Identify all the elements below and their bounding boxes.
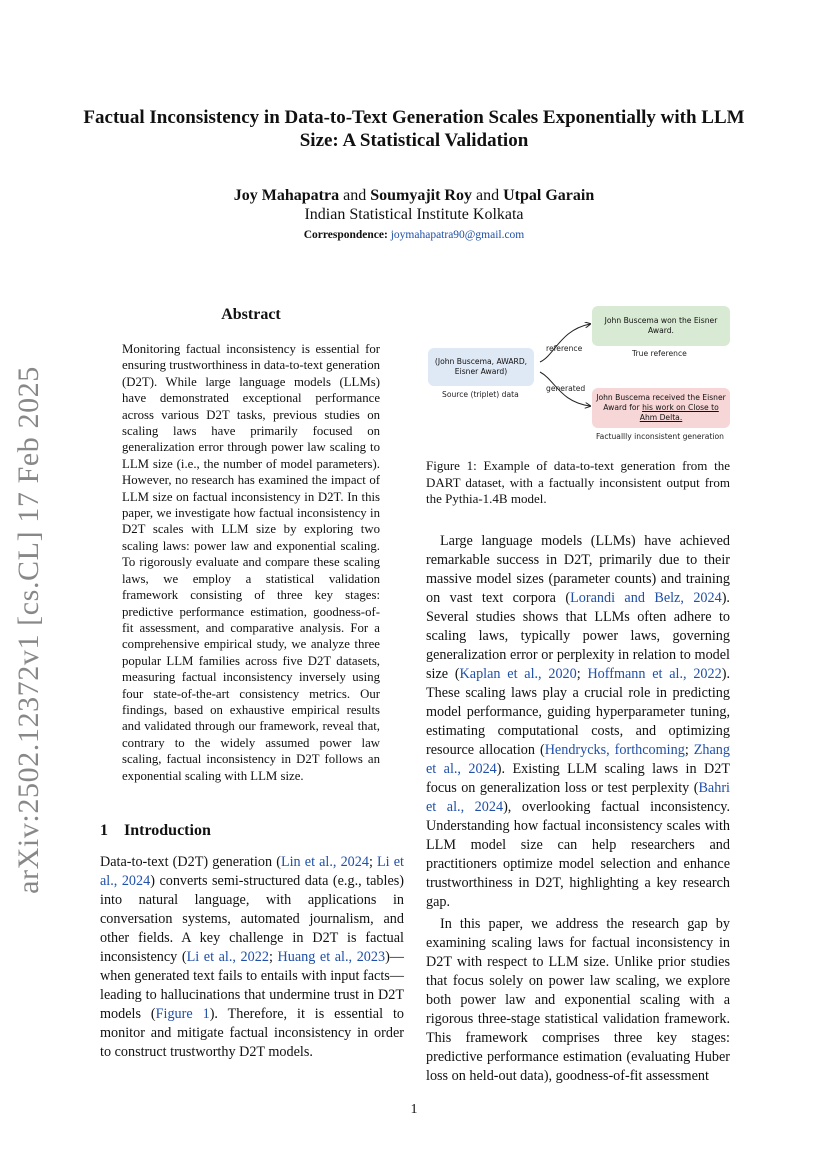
abstract-heading: Abstract [221, 306, 281, 323]
page-number: 1 [410, 1102, 418, 1117]
author-separator: and [343, 187, 367, 204]
author-name: Joy Mahapatra [233, 187, 340, 204]
citation-link[interactable]: Huang et al., 2023 [277, 949, 386, 965]
section-number: 1 [100, 822, 108, 839]
inconsistent-span: his work on Close to Ahm Delta. [639, 403, 719, 422]
author-list [80, 186, 748, 205]
source-triplet-box: (John Buscema, AWARD, Eisner Award) [428, 348, 534, 386]
paragraph: In this paper, we address the research gap by examining scaling laws for factual inconsistency in D2T with respect to LLM size. Unlike prior studies that focus solely on power law scaling, we explore both power law and exponential scaling with a rigorous three-stage statistical validation framework. This framework comprises three key stages: predictive performance estimation (evaluating Huber loss on held-out data), goodness-of-fit assessment [426, 916, 730, 1084]
generated-arrow-label: generated [546, 384, 586, 393]
section-heading [100, 822, 211, 840]
citation-link[interactable]: Hoffmann et al., 2022 [587, 666, 722, 682]
affiliation: Indian Statistical Institute Kolkata [304, 206, 524, 223]
arxiv-stamp: arXiv:2502.12372v1 [cs.CL] 17 Feb 2025 [12, 366, 45, 894]
figure-1 [420, 300, 740, 450]
citation-link[interactable]: Hendrycks, forthcoming [544, 742, 685, 758]
citation-link[interactable]: Lin et al., 2024 [280, 854, 369, 870]
right-column-text [426, 532, 730, 1086]
citation-link[interactable]: Bahri et al., 2024 [426, 780, 730, 815]
author-name: Soumyajit Roy [370, 187, 472, 204]
figure-reference-link[interactable]: Figure 1 [155, 1006, 210, 1022]
true-reference-box: John Buscema won the Eisner Award. [592, 306, 730, 346]
citation-link[interactable]: Lorandi and Belz, 2024 [570, 590, 722, 606]
citation-link[interactable]: Zhang et al., 2024 [426, 742, 730, 777]
author-separator: and [475, 187, 500, 204]
introduction-paragraph: Data-to-text (D2T) generation (Lin et al., 2024; Li et al., 2024) converts semi-structured data (e.g., tables) into natural language, with applications in conversation systems, automated journalism, and other fields. A key challenge in D2T is factual inconsistency (Li et al., 2022; Huang et al., 2023)—when generated text fails to entails with input facts—leading to hallucinations that undermine trust in D2T models (Figure 1). Therefore, it is essential to monitor and mitigate factual inconsistency in order to construct trustworthy D2T models. [100, 854, 404, 1060]
reference-arrow-label: reference [546, 344, 583, 353]
citation-link[interactable]: Li et al., 2024 [100, 854, 404, 889]
paragraph: Large language models (LLMs) have achieved remarkable success in D2T, primarily due to their massive model sizes (parameter counts) and training on vast text corpora (Lorandi and Belz, 2024). Several studies shows that LLMs often adhere to scaling laws, typically power laws, governing generalization error or perplexity in relation to model size (Kaplan et al., 2020; Hoffmann et al., 2022). These scaling laws play a crucial role in predicting model performance, guiding hyperparameter tuning, estimating computational costs, and optimizing resource allocation (Hendrycks, forthcoming; Zhang et al., 2024). Existing LLM scaling laws in D2T focus on generalization loss or test perplexity (Bahri et al., 2024), overlooking factual inconsistency. Understanding how factual inconsistency scales with LLM model size can help researchers and practitioners optimize model selection and enhance trustworthiness in D2T, highlighting a key research gap. [426, 533, 731, 910]
abstract-body: Monitoring factual inconsistency is essential for ensuring trustworthiness in data-to-text generation (D2T). While large language models (LLMs) have demonstrated exceptional performance across various D2T tasks, previous studies on scaling laws have primarily focused on generalization error through power law scaling to LLM size (i.e., the number of model parameters). However, no research has examined the impact of LLM size on factual inconsistency in D2T. In this paper, we investigate how factual inconsistency in D2T scales with LLM size by exploring two scaling laws: power law and exponential scaling. To rigorously evaluate and compare these scaling laws, we employ a statistical validation framework consisting of three key stages: predictive performance estimation, goodness-of-fit assessment, and comparative analysis. For a comprehensive empirical study, we analyze three popular LLM families across five D2T datasets, measuring factual inconsistency inversely using four state-of-the-art consistency metrics. Our findings, based on exhaustive empirical results and validated through our framework, reveal that, contrary to the widely assumed power law scaling, factual inconsistency in D2T follows an exponential scaling with LLM size. [122, 342, 381, 783]
paper-title: Factual Inconsistency in Data-to-Text Generation Scales Exponentially with LLM Size: A Statistical Validation [83, 107, 745, 151]
correspondence-label: Correspondence: [303, 229, 388, 241]
correspondence-email[interactable]: joymahapatra90@gmail.com [390, 229, 525, 241]
author-name: Utpal Garain [503, 187, 595, 204]
generated-label: Factuallly inconsistent generation [596, 432, 724, 441]
figure-caption: Figure 1: Example of data-to-text generation from the DART dataset, with a factually inconsistent output from the Pythia-1.4B model. [426, 458, 730, 506]
section-title: Introduction [124, 822, 211, 839]
citation-link[interactable]: Li et al., 2022 [186, 949, 269, 965]
citation-link[interactable]: Kaplan et al., 2020 [459, 666, 577, 682]
correspondence [80, 229, 748, 241]
reference-arrow [540, 324, 590, 362]
generated-text-box: John Buscema received the Eisner Award for his work on Close to Ahm Delta. [592, 388, 730, 428]
source-label: Source (triplet) data [442, 390, 519, 399]
true-reference-label: True reference [632, 349, 687, 358]
